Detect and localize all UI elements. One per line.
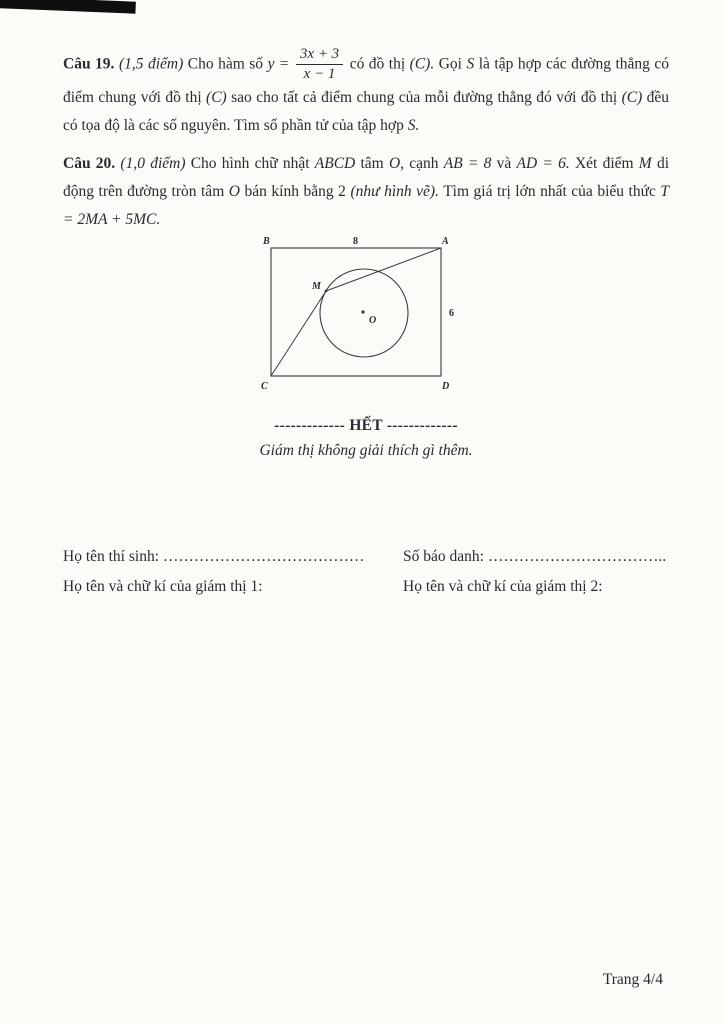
question-20-text-4: và bbox=[496, 154, 512, 172]
examiner-2-label: Họ tên và chữ kí của giám thị 2: bbox=[403, 577, 603, 595]
fields-row-1 bbox=[63, 548, 669, 566]
question-19-text-5: sao cho tất cả điểm chung của mỗi đường thẳng đó với đồ thị bbox=[231, 88, 618, 106]
segment-MA bbox=[326, 248, 441, 291]
student-name-dotted-line: ………………………………… bbox=[162, 547, 365, 565]
question-19-text-4: là tập hợp các đường thẳng có điểm chung với đồ thị bbox=[63, 55, 670, 106]
question-19-points: (1,5 điểm) bbox=[118, 55, 184, 73]
reg-number-dotted-line: …………………………….. bbox=[487, 547, 667, 565]
label-O: O bbox=[369, 314, 377, 326]
math-S-2: S. bbox=[407, 116, 420, 134]
math-y-equals: y = bbox=[267, 55, 290, 73]
question-20 bbox=[63, 150, 669, 234]
center-point-O bbox=[361, 310, 364, 313]
geometry-figure-container bbox=[63, 234, 669, 401]
end-of-exam-line: ------------- HẾT ------------- bbox=[274, 416, 458, 434]
math-O-2: O bbox=[228, 182, 240, 200]
question-19-text-3: Gọi bbox=[438, 55, 462, 73]
question-20-points: (1,0 điểm) bbox=[120, 154, 186, 172]
question-20-text-6: di động trên đường tròn tâm bbox=[63, 154, 670, 200]
question-19-label: Câu 19. bbox=[63, 55, 115, 73]
question-20-text-3: cạnh bbox=[409, 154, 439, 172]
question-20-text-8: Tìm giá trị lớn nhất của biểu thức bbox=[443, 182, 656, 200]
signature-fields bbox=[63, 548, 669, 596]
question-19-text-6: đều có tọa độ là các số nguyên. Tìm số phần tử của tập hợp bbox=[63, 88, 670, 134]
examiner-1-label: Họ tên và chữ kí của giám thị 1: bbox=[63, 577, 263, 595]
label-D: D bbox=[442, 380, 450, 392]
reg-number-label: Số báo danh: bbox=[403, 547, 484, 565]
question-19-text-2: có đồ thị bbox=[349, 55, 406, 73]
fraction-numerator: 3x + 3 bbox=[296, 46, 343, 65]
math-O-1: O, bbox=[388, 154, 405, 172]
label-right-length: 6 bbox=[449, 307, 454, 319]
label-C: C bbox=[261, 380, 268, 392]
question-19-text-1: Cho hàm số bbox=[187, 55, 264, 73]
math-fraction bbox=[294, 46, 345, 84]
math-C-2: (C) bbox=[206, 88, 227, 106]
question-20-text-1: Cho hình chữ nhật bbox=[190, 154, 310, 172]
question-20-label: Câu 20. bbox=[63, 154, 116, 172]
math-C-1: (C). bbox=[409, 55, 435, 73]
question-20-text-2: tâm bbox=[360, 154, 384, 172]
label-B: B bbox=[263, 235, 270, 247]
proctor-note: Giám thị không giải thích gì thêm. bbox=[259, 441, 473, 459]
student-name-field bbox=[63, 548, 403, 566]
math-C-3: (C) bbox=[621, 88, 643, 106]
page-number: Trang 4/4 bbox=[602, 971, 663, 988]
segment-CM bbox=[271, 291, 326, 376]
fraction-denominator: x − 1 bbox=[303, 66, 336, 83]
exam-content bbox=[63, 46, 669, 596]
question-20-figure-note: (như hình vẽ). bbox=[350, 182, 439, 200]
question-20-text-5: Xét điểm bbox=[574, 154, 634, 172]
math-S-1: S bbox=[466, 55, 475, 73]
math-T-expression: T = 2MA + 5MC. bbox=[63, 182, 670, 228]
math-M: M bbox=[638, 154, 652, 172]
label-M: M bbox=[312, 280, 321, 292]
math-AB-8: AB = 8 bbox=[443, 154, 492, 172]
label-A: A bbox=[442, 235, 449, 247]
scan-artifact-bar bbox=[0, 0, 136, 14]
fields-row-2 bbox=[63, 578, 669, 596]
label-top-length: 8 bbox=[353, 235, 358, 247]
point-M-marker bbox=[325, 289, 328, 292]
geometry-figure bbox=[251, 234, 481, 396]
question-20-text-7: bán kính bằng 2 bbox=[244, 182, 346, 200]
math-AD-6: AD = 6. bbox=[516, 154, 570, 172]
question-19 bbox=[63, 46, 669, 140]
reg-number-field bbox=[403, 548, 666, 566]
student-name-label: Họ tên thí sinh: bbox=[63, 547, 160, 565]
math-ABCD: ABCD bbox=[314, 154, 356, 172]
